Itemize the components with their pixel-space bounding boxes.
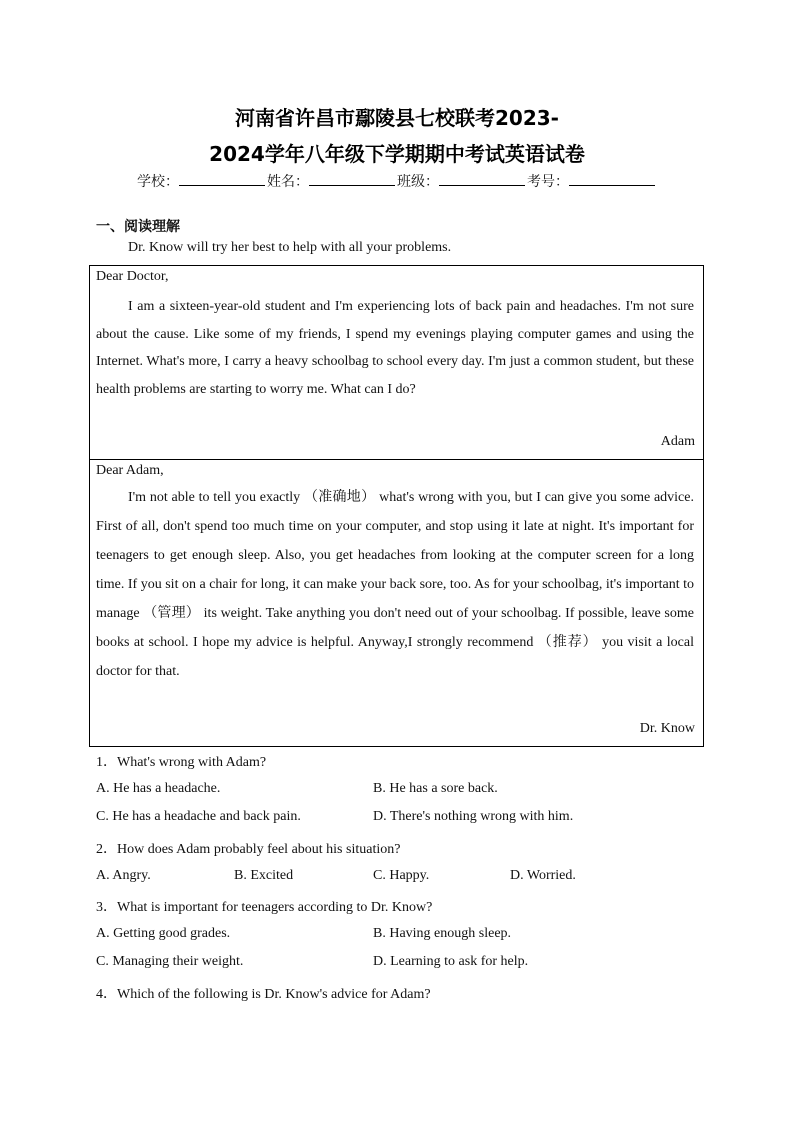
question-1-option-c: C. He has a headache and back pain. (96, 809, 301, 824)
question-1-option-d: D. There's nothing wrong with him. (373, 809, 574, 824)
passage-intro: Dr. Know will try her best to help with all your problems. (128, 240, 452, 255)
question-2-option-b: B. Excited (234, 868, 294, 883)
question-1-option-b: B. He has a sore back. (373, 781, 498, 796)
question-2-stem: 2．How does Adam probably feel about his situation? (96, 842, 401, 857)
letter2-body: I'm not able to tell you exactly （准确地） what's wrong with you, but I can give you some advice. First of all, don't spend too much time on your computer, and stop using it late at night. It's important for teenagers to get enough sleep. Also, you get headaches from looking at the computer screen for a long time. If you sit on a chair for long, it can make your back sore, too. As for your schoolbag, it's important to manage （管理） its weight. Take anything you don't need out of your schoolbag. If possible, leave some books at school. I hope my advice is helpful. Anyway,I strongly recommend （推荐） you visit a local doctor for that. (96, 490, 694, 679)
question-1-option-a: A. He has a headache. (96, 781, 221, 796)
section-heading: 一、阅读理解 (96, 219, 180, 235)
class-blank[interactable] (439, 171, 525, 186)
class-label: 班级： (397, 174, 439, 190)
letter1-salutation: Dear Doctor, (96, 269, 169, 284)
exam-title-line-2: 2024学年八年级下学期期中考试英语试卷 (209, 142, 585, 166)
exam-number-blank[interactable] (569, 171, 655, 186)
exam-number-label: 考号： (527, 174, 569, 190)
school-label: 学校： (137, 174, 179, 190)
letter1-body: I am a sixteen-year-old student and I'm experiencing lots of back pain and headaches. I'm not sure about the cause. Like some of my friends, I spend my evenings playing computer games and using the Internet. What's more, I carry a heavy schoolbag to school every day. I'm just a common student, but these health problems are starting to worry me. What can I do? (96, 299, 694, 397)
question-2-option-c: C. Happy. (373, 868, 430, 883)
question-3-option-c: C. Managing their weight. (96, 954, 244, 969)
letter2-signature: Dr. Know (639, 721, 695, 736)
question-3-option-b: B. Having enough sleep. (373, 926, 512, 941)
name-label: 姓名： (267, 174, 309, 190)
student-info-fields (0, 171, 794, 191)
question-3-stem: 3．What is important for teenagers according to Dr. Know? (96, 900, 433, 915)
question-2-option-a: A. Angry. (96, 868, 151, 883)
school-blank[interactable] (179, 171, 265, 186)
exam-title-line-1: 河南省许昌市鄢陵县七校联考2023- (235, 106, 559, 130)
name-blank[interactable] (309, 171, 395, 186)
letter1-signature: Adam (660, 434, 695, 449)
question-1-stem: 1．What's wrong with Adam? (96, 755, 267, 770)
letter2-salutation: Dear Adam, (96, 463, 164, 478)
question-3-option-d: D. Learning to ask for help. (373, 954, 529, 969)
question-2-option-d: D. Worried. (510, 868, 576, 883)
question-3-option-a: A. Getting good grades. (96, 926, 231, 941)
letter-from-adam (89, 265, 704, 460)
question-4-stem: 4．Which of the following is Dr. Know's advice for Adam? (96, 987, 431, 1002)
letter-from-dr-know (89, 459, 704, 747)
